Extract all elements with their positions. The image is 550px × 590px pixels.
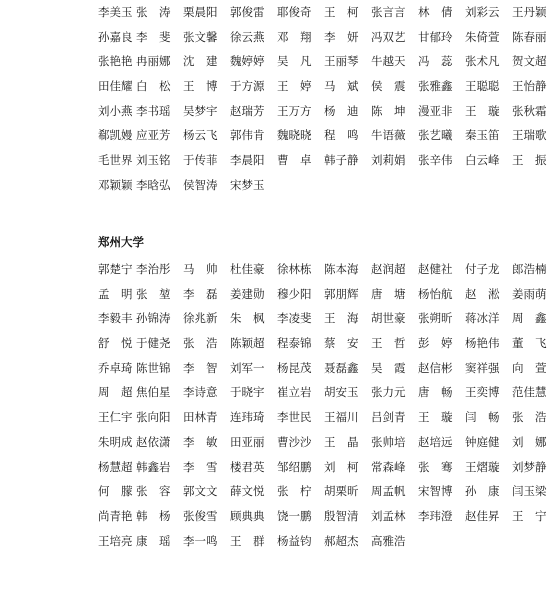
- person-name: 李 斐: [136, 29, 171, 44]
- person-name: 周 超: [98, 385, 133, 400]
- person-name: 孙锦涛: [136, 311, 171, 326]
- person-name: 张 浩: [183, 336, 218, 351]
- person-name: 周 鑫: [512, 311, 547, 326]
- person-name: 郝超杰: [324, 533, 359, 548]
- person-name: 韩子静: [324, 153, 359, 168]
- person-name: 胡安玉: [324, 385, 359, 400]
- person-name: 王万方: [277, 103, 312, 118]
- person-name: 王丽琴: [324, 54, 359, 69]
- person-name: 李 雪: [183, 459, 218, 474]
- person-name: 王 晶: [324, 434, 359, 449]
- person-name: 王 婷: [277, 79, 312, 94]
- person-name: 李书瑶: [136, 103, 171, 118]
- person-name: 唐 畅: [418, 385, 453, 400]
- person-name: 杨益钧: [277, 533, 312, 548]
- person-name: 于健尧: [136, 336, 171, 351]
- person-name: 王瑞歌: [512, 128, 547, 143]
- person-name: 王奕博: [465, 385, 500, 400]
- person-name: 李毅丰: [98, 311, 133, 326]
- name-list-zzu: [0, 257, 550, 553]
- person-name: 付子龙: [465, 262, 500, 276]
- person-name: 刘 柯: [324, 459, 359, 474]
- person-name: 张朔昕: [418, 311, 453, 326]
- person-name: 朱明成: [98, 434, 133, 449]
- person-name: 王怡静: [512, 79, 547, 94]
- person-name: 穆少阳: [277, 286, 312, 301]
- person-name: 赵信彬: [418, 360, 453, 375]
- person-name: 杨昆茂: [277, 360, 312, 375]
- person-name: 贺文超: [512, 54, 547, 69]
- person-name: 范佳慧: [512, 385, 547, 400]
- person-name: 赵培远: [418, 434, 453, 449]
- name-grid-zzu: [0, 257, 550, 553]
- person-name: 田佳耀: [98, 79, 133, 94]
- person-name: 姜建勋: [230, 286, 265, 301]
- person-name: 于晓宇: [230, 385, 265, 400]
- person-name: 韩 杨: [136, 508, 171, 523]
- person-name: 舒 悦: [98, 336, 133, 351]
- person-name: 陈 坤: [371, 103, 406, 118]
- person-name: 王 璇: [465, 103, 500, 118]
- person-name: 王培亮: [98, 533, 133, 548]
- person-name: 李凌斐: [277, 311, 312, 326]
- person-name: 康 瑶: [136, 533, 171, 548]
- person-name: 秦玉笛: [465, 128, 500, 143]
- person-name: 殷智清: [324, 508, 359, 523]
- person-name: 郭文文: [183, 484, 218, 499]
- person-name: 郭朋辉: [324, 286, 359, 301]
- person-name: 李美玉: [98, 5, 133, 19]
- person-name: 朱 枫: [230, 311, 265, 326]
- person-name: 胡世豪: [371, 311, 406, 326]
- person-name: 赵佳昇: [465, 508, 500, 523]
- person-name: 赵润超: [371, 262, 406, 276]
- person-name: 张秋霜: [512, 103, 547, 118]
- person-name: 陈春丽: [512, 29, 547, 44]
- person-name: 常森峰: [371, 459, 406, 474]
- person-name: 蒋冰洋: [465, 311, 500, 326]
- person-name: 程 鸣: [324, 128, 359, 143]
- person-name: 曹 卓: [277, 153, 312, 168]
- person-name: 马 帅: [183, 262, 218, 276]
- person-name: 刘梦静: [512, 459, 547, 474]
- name-list-top: [0, 0, 550, 198]
- person-name: 徐兆新: [183, 311, 218, 326]
- person-name: 张辛伟: [418, 153, 453, 168]
- person-name: 陈世锦: [136, 360, 171, 375]
- person-name: 赵 淞: [465, 286, 500, 301]
- person-name: 赵瑞芳: [230, 103, 265, 118]
- person-name: 冉丽娜: [136, 54, 171, 69]
- person-name: 邹绍鹏: [277, 459, 312, 474]
- person-name: 孙嘉良: [98, 29, 133, 44]
- person-name: 王 海: [324, 311, 359, 326]
- person-name: 刘彩云: [465, 5, 500, 19]
- person-name: 蔡 安: [324, 336, 359, 351]
- person-name: 张 容: [136, 484, 171, 499]
- person-name: 白 松: [136, 79, 171, 94]
- person-name: 李治彤: [136, 262, 171, 276]
- person-name: 彭 婷: [418, 336, 453, 351]
- person-name: 田亚丽: [230, 434, 265, 449]
- person-name: 魏婷婷: [230, 54, 265, 69]
- person-name: 王 璇: [418, 410, 453, 425]
- person-name: 刘小燕: [98, 103, 133, 118]
- person-name: 郭楚宁: [98, 262, 133, 276]
- person-name: 朱倚萱: [465, 29, 500, 44]
- person-name: 林 倩: [418, 5, 453, 19]
- person-name: 郎浩楠: [512, 262, 547, 276]
- person-name: 刘莉娟: [371, 153, 406, 168]
- person-name: 聂磊鑫: [324, 360, 359, 375]
- person-name: 栗晨阳: [183, 5, 218, 19]
- section-heading-zzu: 郑州大学: [98, 235, 144, 249]
- person-name: 李诗意: [183, 385, 218, 400]
- person-name: 张 骞: [418, 459, 453, 474]
- person-name: 张 涛: [136, 5, 171, 19]
- person-name: 李 敏: [183, 434, 218, 449]
- person-name: 刘玉铭: [136, 153, 171, 168]
- person-name: 王仁宇: [98, 410, 133, 425]
- person-name: 姜雨萌: [512, 286, 547, 301]
- person-name: 王 柯: [324, 5, 359, 19]
- person-name: 何 朦: [98, 484, 133, 499]
- person-name: 于方源: [230, 79, 265, 94]
- person-name: 韩鑫岩: [136, 459, 171, 474]
- person-name: 李晨阳: [230, 153, 265, 168]
- person-name: 李世民: [277, 410, 312, 425]
- person-name: 李 磊: [183, 286, 218, 301]
- person-name: 王 博: [183, 79, 218, 94]
- person-name: 曹沙沙: [277, 434, 312, 449]
- person-name: 饶一鹏: [277, 508, 312, 523]
- person-name: 邓 翔: [277, 29, 312, 44]
- person-name: 郭伟肯: [230, 128, 265, 143]
- person-name: 杜佳豪: [230, 262, 265, 276]
- person-name: 宋智博: [418, 484, 453, 499]
- person-name: 赵健社: [418, 262, 453, 276]
- person-name: 钟庭健: [465, 434, 500, 449]
- person-name: 魏晓晓: [277, 128, 312, 143]
- person-name: 冯双艺: [371, 29, 406, 44]
- person-name: 薛文悦: [230, 484, 265, 499]
- person-name: 崔立岩: [277, 385, 312, 400]
- person-name: 高雅浩: [371, 533, 406, 548]
- person-name: 田林青: [183, 410, 218, 425]
- person-name: 刘 娜: [512, 434, 547, 449]
- person-name: 冯 蕊: [418, 54, 453, 69]
- person-name: 王 群: [230, 533, 265, 548]
- person-name: 闫玉梁: [512, 484, 547, 499]
- person-name: 张术凡: [465, 54, 500, 69]
- person-name: 王丹颖: [512, 5, 547, 19]
- person-name: 张言言: [371, 5, 406, 19]
- person-name: 刘孟林: [371, 508, 406, 523]
- person-name: 楼君英: [230, 459, 265, 474]
- person-name: 张俊雪: [183, 508, 218, 523]
- person-name: 孙 康: [465, 484, 500, 499]
- person-name: 白云峰: [465, 153, 500, 168]
- person-name: 李 妍: [324, 29, 359, 44]
- person-name: 陈本海: [324, 262, 359, 276]
- person-name: 张艳艳: [98, 54, 133, 69]
- person-name: 李晗弘: [136, 177, 171, 192]
- person-name: 陈颖超: [230, 336, 265, 351]
- person-name: 尚青艳: [98, 508, 133, 523]
- person-name: 沈 建: [183, 54, 218, 69]
- person-name: 李玮澄: [418, 508, 453, 523]
- person-name: 程泰锦: [277, 336, 312, 351]
- person-name: 侯智涛: [183, 177, 218, 192]
- person-name: 李 智: [183, 360, 218, 375]
- person-name: 连玮琦: [230, 410, 265, 425]
- person-name: 徐林栋: [277, 262, 312, 276]
- person-name: 窦祥强: [465, 360, 500, 375]
- person-name: 宋梦玉: [230, 177, 265, 192]
- person-name: 孟 明: [98, 286, 133, 301]
- person-name: 徐云燕: [230, 29, 265, 44]
- person-name: 顾典典: [230, 508, 265, 523]
- person-name: 乔卓琦: [98, 360, 133, 375]
- person-name: 赵依潇: [136, 434, 171, 449]
- person-name: 张帅培: [371, 434, 406, 449]
- person-name: 张雅鑫: [418, 79, 453, 94]
- person-name: 张文馨: [183, 29, 218, 44]
- name-grid-top: [0, 0, 550, 198]
- person-name: 张艺曦: [418, 128, 453, 143]
- person-name: 张 柠: [277, 484, 312, 499]
- person-name: 王福川: [324, 410, 359, 425]
- person-name: 牛语薇: [371, 128, 406, 143]
- person-name: 郗凯嫚: [98, 128, 133, 143]
- person-name: 吴 霞: [371, 360, 406, 375]
- person-name: 周孟帆: [371, 484, 406, 499]
- person-name: 吴梦宇: [183, 103, 218, 118]
- person-name: 牛越天: [371, 54, 406, 69]
- person-name: 郭俊雷: [230, 5, 265, 19]
- person-name: 王 宁: [512, 508, 547, 523]
- person-name: 闫 畅: [465, 410, 500, 425]
- person-name: 杨怡航: [418, 286, 453, 301]
- person-name: 于传菲: [183, 153, 218, 168]
- person-name: 漫亚非: [418, 103, 453, 118]
- person-name: 董 飞: [512, 336, 547, 351]
- person-name: 向 萱: [512, 360, 547, 375]
- person-name: 王 哲: [371, 336, 406, 351]
- person-name: 邓颖颖: [98, 177, 133, 192]
- person-name: 吕剑青: [371, 410, 406, 425]
- person-name: 侯 震: [371, 79, 406, 94]
- person-name: 王 振: [512, 153, 547, 168]
- person-name: 耶俊奇: [277, 5, 312, 19]
- person-name: 焦伯星: [136, 385, 171, 400]
- person-name: 甘郁玲: [418, 29, 453, 44]
- person-name: 张 堃: [136, 286, 171, 301]
- person-name: 应亚芳: [136, 128, 171, 143]
- person-name: 毛世界: [98, 153, 133, 168]
- person-name: 杨 迪: [324, 103, 359, 118]
- person-name: 张 浩: [512, 410, 547, 425]
- person-name: 马 斌: [324, 79, 359, 94]
- person-name: 杨慧超: [98, 459, 133, 474]
- person-name: 胡栗昕: [324, 484, 359, 499]
- person-name: 杨艳伟: [465, 336, 500, 351]
- person-name: 唐 塘: [371, 286, 406, 301]
- person-name: 张向阳: [136, 410, 171, 425]
- person-name: 王聪聪: [465, 79, 500, 94]
- person-name: 刘军一: [230, 360, 265, 375]
- person-name: 杨云飞: [183, 128, 218, 143]
- person-name: 王熠璇: [465, 459, 500, 474]
- person-name: 李一鸣: [183, 533, 218, 548]
- person-name: 张力元: [371, 385, 406, 400]
- person-name: 吴 凡: [277, 54, 312, 69]
